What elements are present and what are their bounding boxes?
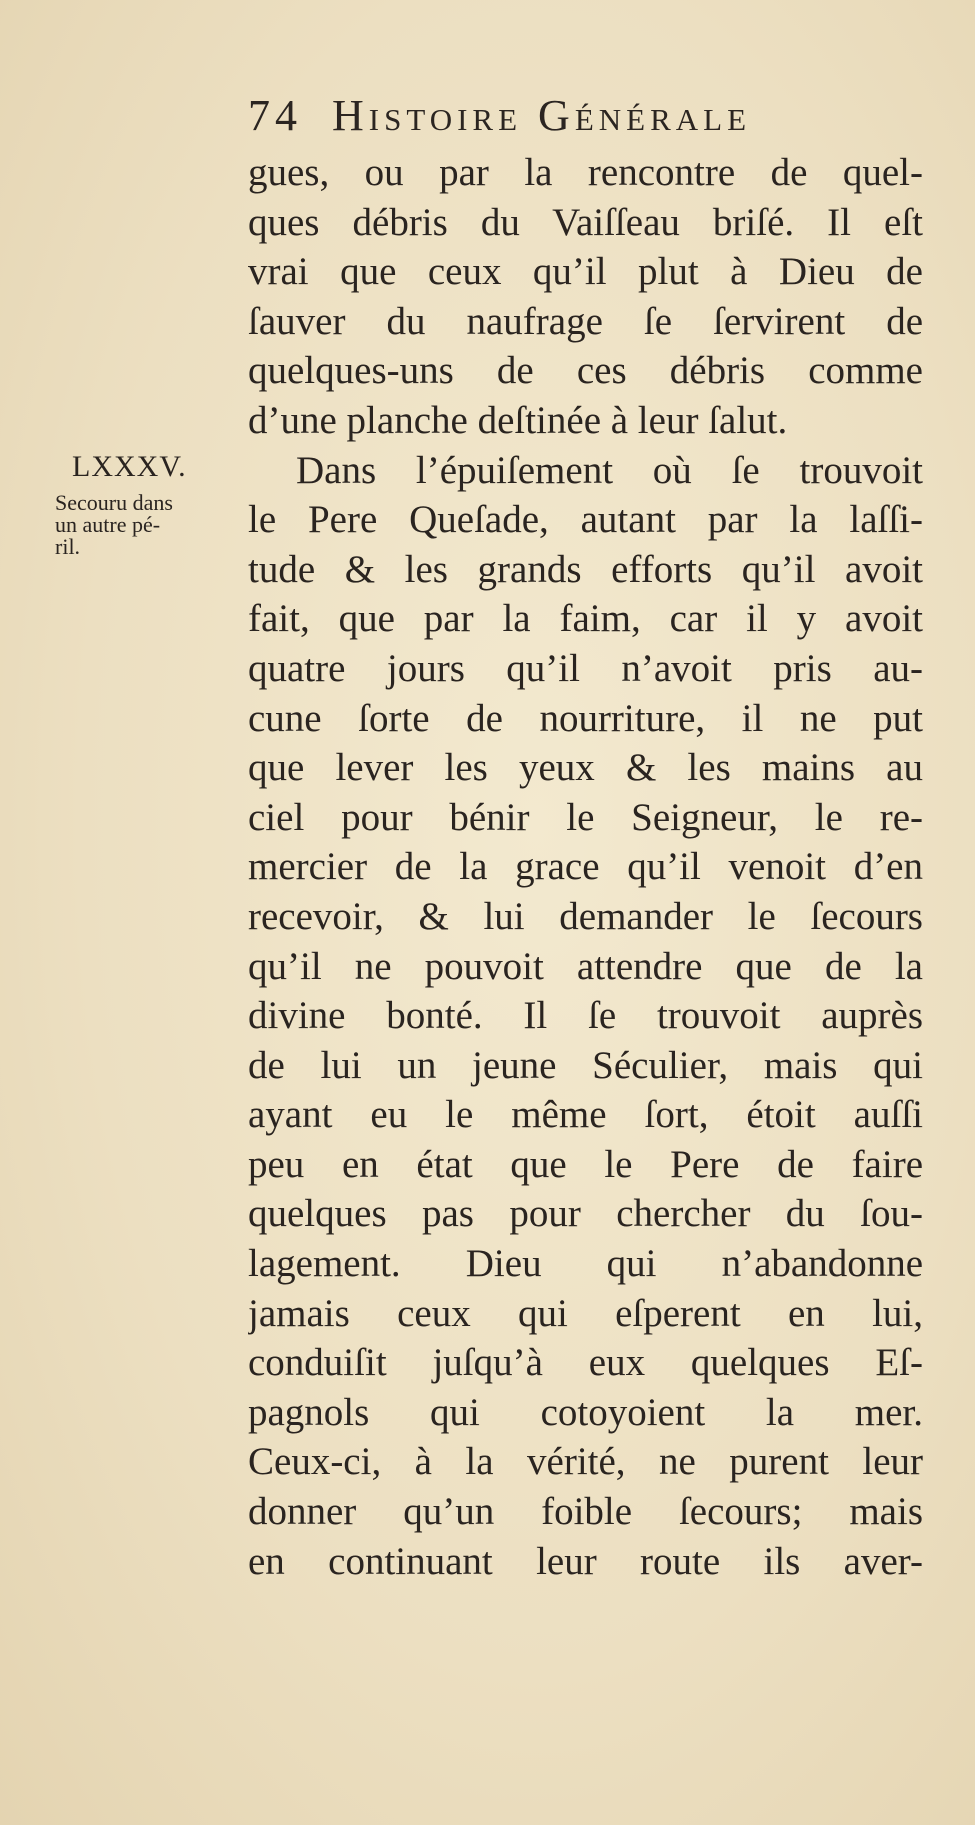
text-line: vrai que ceux qu’il plut à Dieu de <box>248 250 923 294</box>
running-title: Histoire Générale <box>332 91 752 140</box>
margin-note-line: un autre pé- <box>55 512 161 537</box>
page-number: 74 <box>248 91 302 140</box>
page-header <box>248 90 928 150</box>
text-line: gues, ou par la rencontre de quel- <box>248 151 923 194</box>
text-line: d’une planche deſtinée à leur ſalut. <box>248 398 788 442</box>
margin-note <box>55 492 245 558</box>
text-line: quelques pas pour chercher du ſou- <box>248 1192 923 1236</box>
text-line: quelques-uns de ces débris comme <box>248 349 923 393</box>
text-line: fait, que par la faim, car il y avoit <box>248 597 923 641</box>
text-line: lagement. Dieu qui n’abandonne <box>248 1242 923 1286</box>
text-line: ayant eu le même ſort, étoit auſſi <box>248 1093 923 1137</box>
text-line: de lui un jeune Séculier, mais qui <box>248 1043 923 1087</box>
text-line: que lever les yeux & les mains au <box>248 746 923 790</box>
text-line: ſauver du naufrage ſe ſervirent de <box>248 299 923 343</box>
text-line: Dans l’épuiſement où ſe trouvoit <box>296 448 923 492</box>
text-line: recevoir, & lui demander le ſecours <box>248 894 923 938</box>
text-line: conduiſit juſqu’à eux quelques Eſ- <box>248 1341 923 1385</box>
text-line: qu’il ne pouvoit attendre que de la <box>248 944 923 988</box>
margin-note-line: Secouru dans <box>55 490 173 515</box>
text-line: mercier de la grace qu’il venoit d’en <box>248 845 923 889</box>
text-line: ques débris du Vaiſſeau briſé. Il eſt <box>248 200 923 244</box>
body-text <box>248 148 923 1586</box>
text-line: ciel pour bénir le Seigneur, le re- <box>248 795 923 839</box>
text-line: peu en état que le Pere de faire <box>248 1142 923 1186</box>
text-line: Ceux-ci, à la vérité, ne purent leur <box>248 1440 923 1484</box>
text-line: divine bonté. Il ſe trouvoit auprès <box>248 994 923 1038</box>
text-line: quatre jours qu’il n’avoit pris au- <box>248 646 923 690</box>
text-line: le Pere Queſade, autant par la laſſi- <box>248 498 923 542</box>
text-line: tude & les grands efforts qu’il avoit <box>248 547 923 591</box>
text-line: cune ſorte de nourriture, il ne put <box>248 696 923 740</box>
text-line: donner qu’un foible ſecours; mais <box>248 1490 923 1534</box>
margin-section-number: LXXXV. <box>72 450 187 483</box>
text-line: jamais ceux qui eſperent en lui, <box>248 1291 923 1335</box>
text-line: en continuant leur route ils aver- <box>248 1539 923 1583</box>
margin-note-line: ril. <box>55 534 81 559</box>
text-line: pagnols qui cotoyoient la mer. <box>248 1390 923 1434</box>
